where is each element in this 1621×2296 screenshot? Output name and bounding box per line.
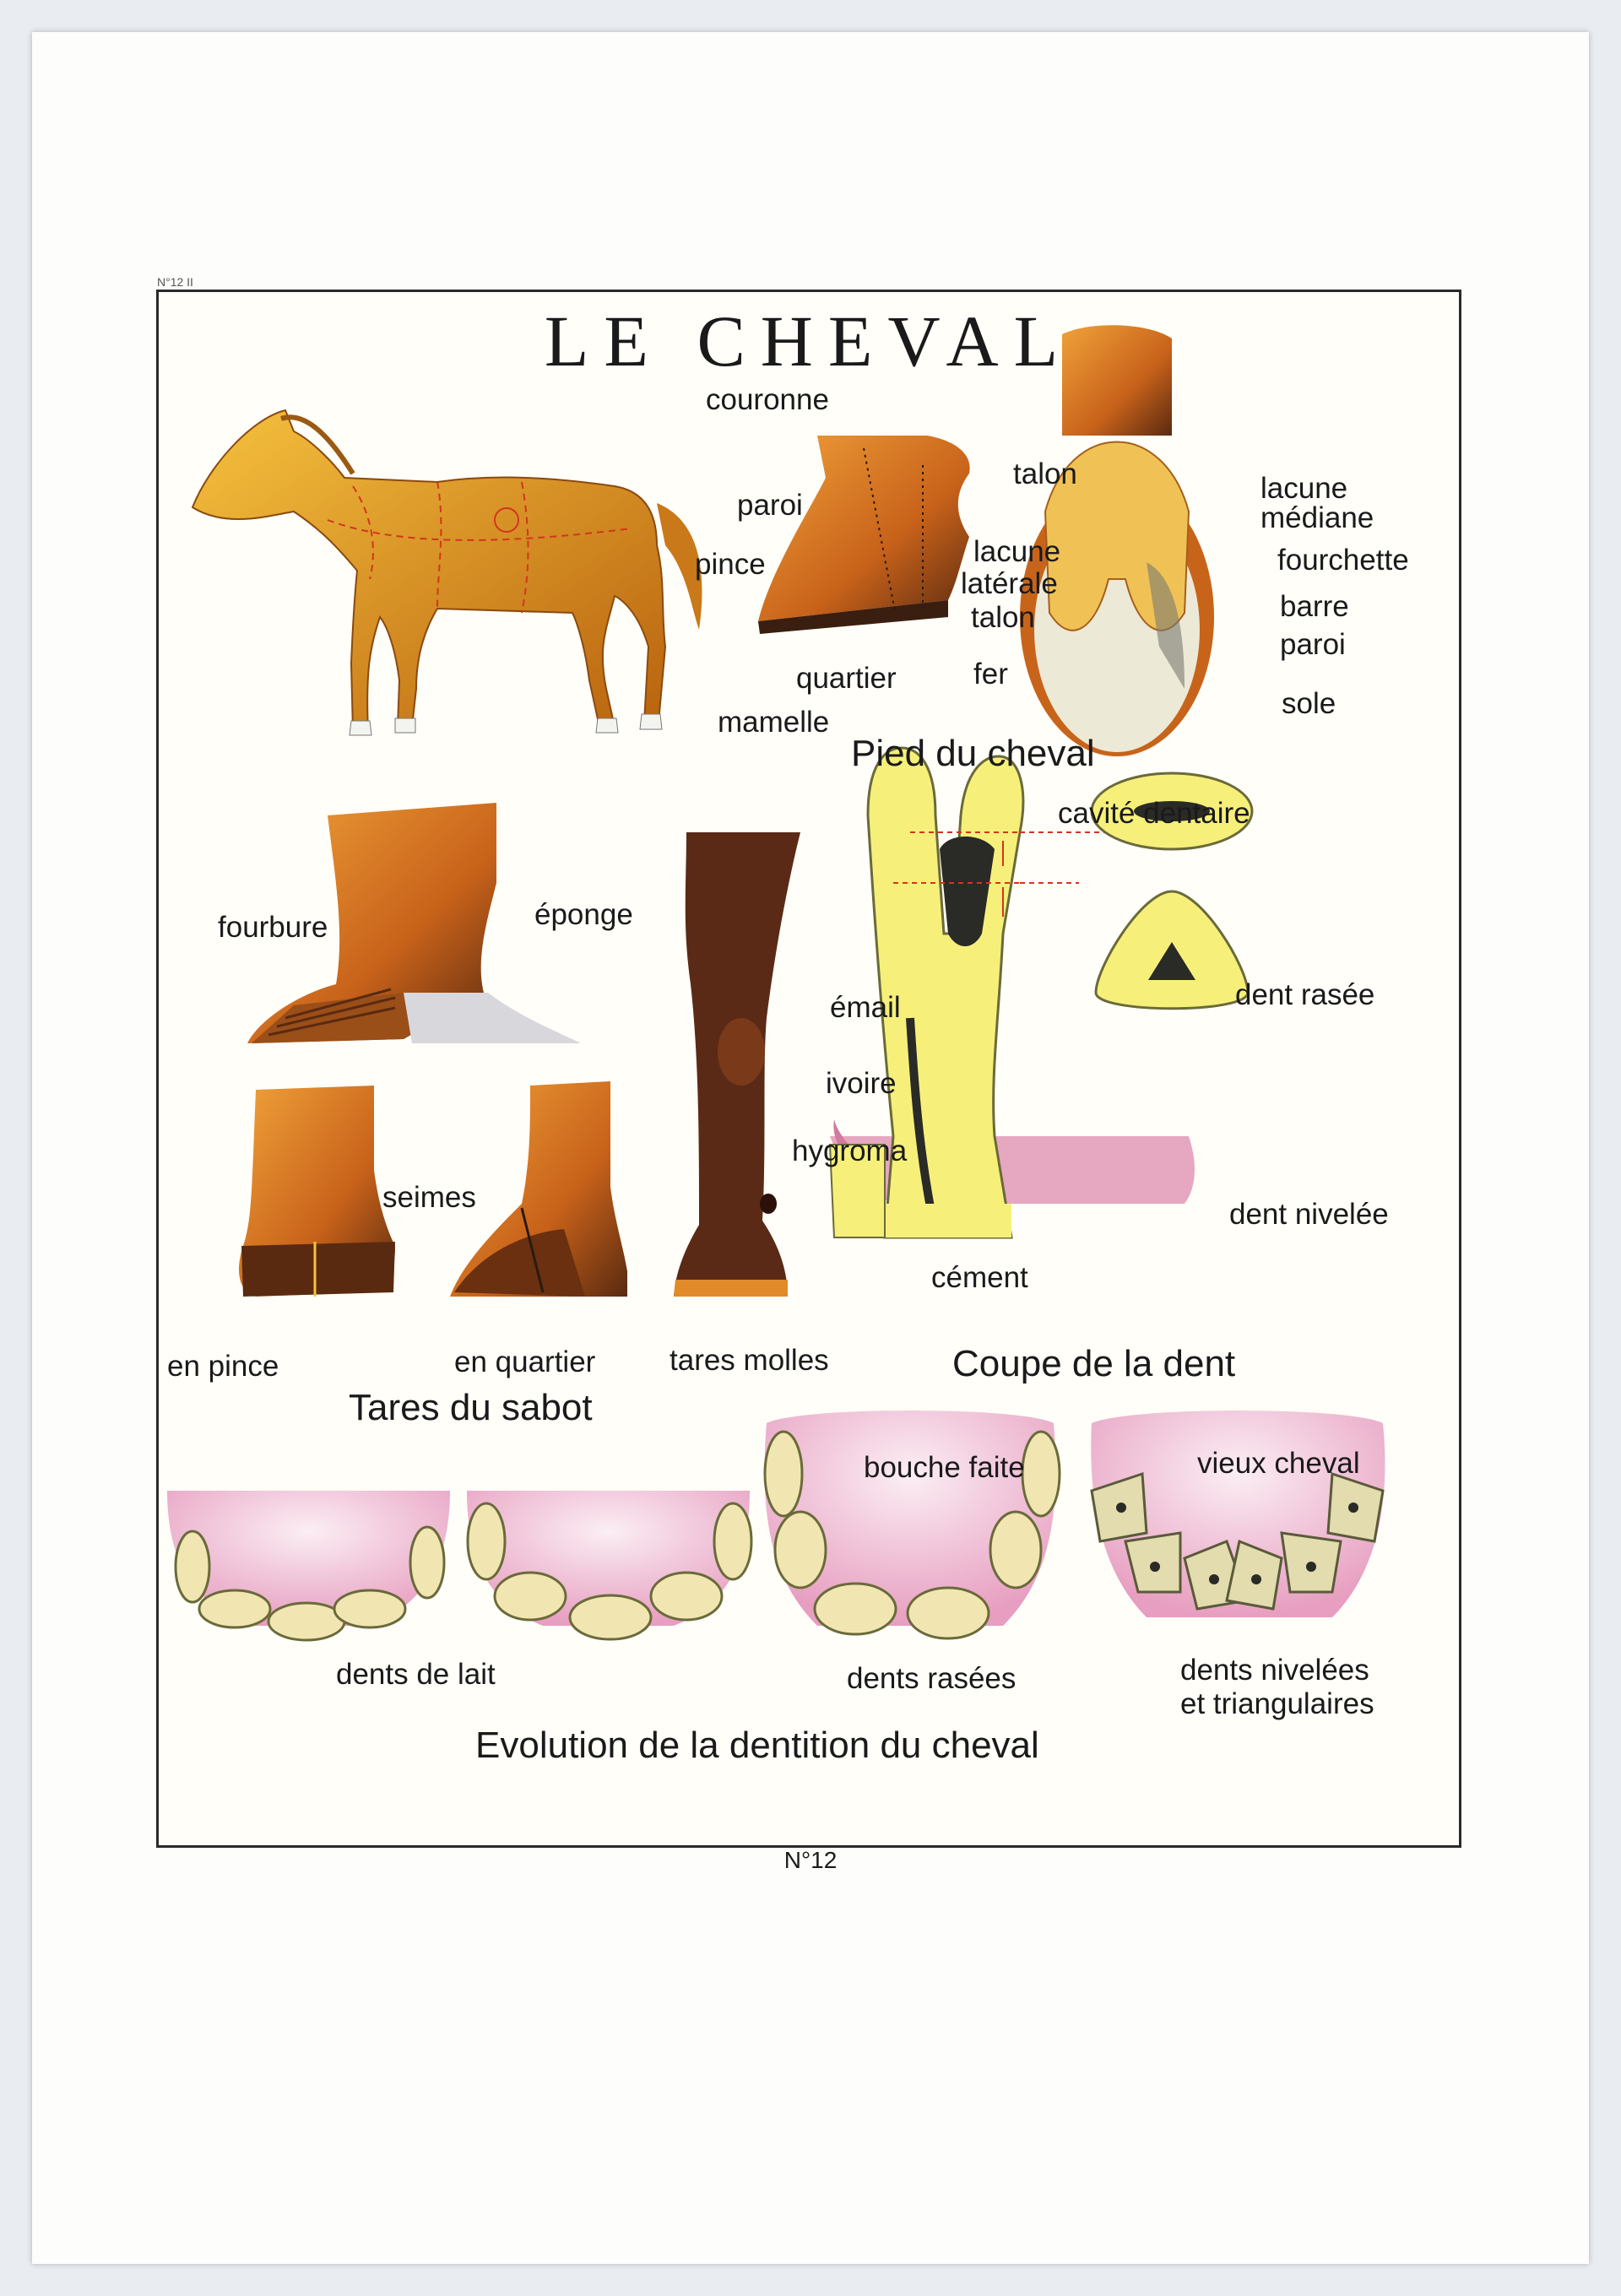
- tares-molles-illustration: [674, 832, 800, 1297]
- label-barre: barre: [1280, 590, 1349, 623]
- jaw-dents-de-lait: [167, 1491, 450, 1640]
- label-fourchette: fourchette: [1277, 544, 1409, 577]
- label-ivoire: ivoire: [826, 1067, 897, 1100]
- label-dent-nivelee: dent nivelée: [1229, 1198, 1389, 1231]
- poster: [156, 275, 1461, 1848]
- heading-pied-du-cheval: Pied du cheval: [851, 733, 1095, 774]
- label-paroi-sole: paroi: [1280, 628, 1346, 661]
- label-et-triangulaires: et triangulaires: [1180, 1687, 1374, 1720]
- label-eponge: éponge: [534, 898, 633, 931]
- jaw-2: [467, 1491, 751, 1639]
- label-lacune-laterale-2: latérale: [961, 567, 1058, 600]
- label-mamelle: mamelle: [718, 706, 830, 739]
- seime-en-quartier-illustration: [450, 1081, 627, 1297]
- jaw-vieux-cheval: [1091, 1411, 1385, 1617]
- label-hygroma: hygroma: [792, 1134, 908, 1167]
- label-lacune-mediane-1: lacune: [1260, 472, 1348, 505]
- heading-tares-du-sabot: Tares du sabot: [349, 1387, 593, 1428]
- label-seimes: seimes: [382, 1181, 476, 1214]
- label-cement: cément: [931, 1261, 1028, 1294]
- seime-en-pince-illustration: [239, 1086, 395, 1297]
- label-pince: pince: [695, 548, 766, 581]
- label-sole: sole: [1282, 687, 1336, 720]
- label-fourbure: fourbure: [218, 911, 328, 944]
- dentition-illustrations: [167, 1411, 1385, 1640]
- label-dents-rasees: dents rasées: [847, 1662, 1017, 1695]
- label-en-quartier: en quartier: [454, 1346, 596, 1378]
- heading-coupe-de-la-dent: Coupe de la dent: [952, 1343, 1236, 1384]
- label-dents-nivelees: dents nivelées: [1180, 1654, 1369, 1687]
- label-lacune-laterale-1: lacune: [973, 535, 1061, 568]
- label-dents-de-lait: dents de lait: [336, 1658, 496, 1691]
- label-bouche-faite: bouche faite: [864, 1451, 1025, 1484]
- label-en-pince: en pince: [167, 1350, 279, 1383]
- jaw-bouche-faite: [765, 1411, 1060, 1638]
- label-paroi: paroi: [737, 489, 803, 522]
- poster-ref-top: N°12 II: [157, 275, 193, 289]
- label-quartier: quartier: [796, 662, 897, 695]
- label-dent-rasee: dent rasée: [1235, 978, 1375, 1011]
- horse-illustration: [192, 410, 702, 735]
- hoof-side-illustration: [758, 436, 970, 634]
- label-fer: fer: [973, 658, 1008, 690]
- poster-ref-bottom: N°12: [783, 1847, 838, 1873]
- label-talon-side: talon: [971, 601, 1035, 634]
- label-vieux-cheval: vieux cheval: [1197, 1447, 1360, 1480]
- label-lacune-mediane-2: médiane: [1260, 501, 1374, 534]
- label-talon-sole: talon: [1013, 458, 1077, 490]
- label-couronne: couronne: [706, 383, 829, 416]
- label-tares-molles: tares molles: [670, 1344, 829, 1377]
- heading-evolution-dentition: Evolution de la dentition du cheval: [475, 1725, 1039, 1766]
- label-email: émail: [830, 991, 901, 1024]
- poster-title: LE CHEVAL: [544, 301, 1074, 382]
- label-cavite-dentaire: cavité dentaire: [1058, 797, 1250, 830]
